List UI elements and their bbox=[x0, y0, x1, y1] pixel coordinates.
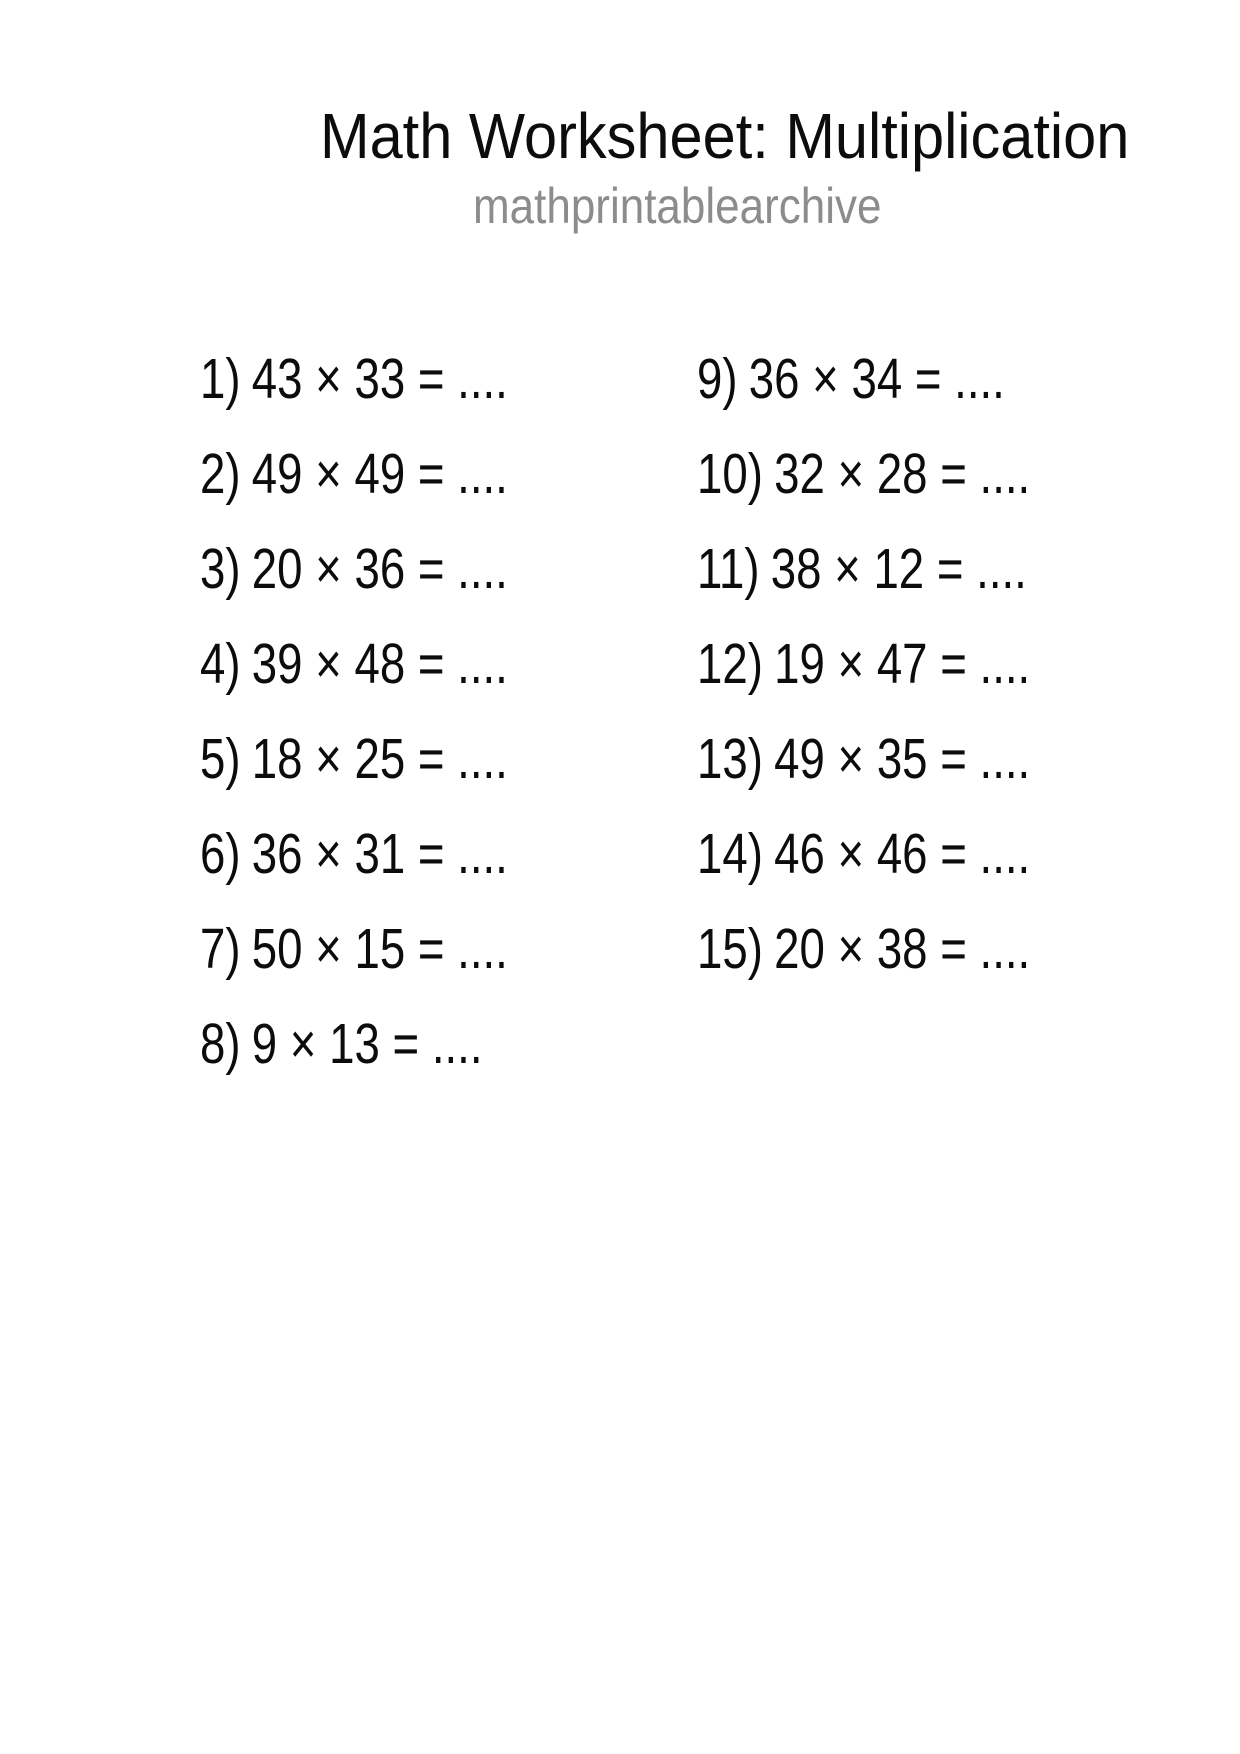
factor-a: 50 bbox=[251, 917, 303, 981]
answer-blank: .... bbox=[457, 347, 508, 411]
factor-a: 49 bbox=[774, 727, 825, 791]
problem-number: 15) bbox=[697, 917, 763, 981]
answer-blank: .... bbox=[457, 537, 508, 601]
answer-blank: .... bbox=[979, 727, 1031, 791]
answer-blank: .... bbox=[979, 442, 1031, 506]
equals-sign: = bbox=[417, 822, 445, 886]
equals-sign: = bbox=[392, 1012, 420, 1076]
factor-a: 18 bbox=[251, 727, 303, 791]
answer-blank: .... bbox=[457, 917, 508, 981]
problem-row-8 bbox=[200, 997, 508, 1092]
factor-a: 49 bbox=[251, 442, 303, 506]
factor-b: 35 bbox=[876, 727, 928, 791]
problem-number: 13) bbox=[697, 727, 763, 791]
equals-sign: = bbox=[417, 917, 445, 981]
problem-number: 12) bbox=[697, 632, 763, 696]
multiplication-sign: × bbox=[837, 822, 865, 886]
factor-b: 46 bbox=[876, 822, 928, 886]
multiplication-sign: × bbox=[315, 442, 342, 506]
factor-b: 33 bbox=[354, 347, 406, 411]
problem-row-14 bbox=[697, 807, 1030, 902]
factor-a: 36 bbox=[251, 822, 303, 886]
problem-row-1 bbox=[200, 332, 508, 427]
factor-b: 34 bbox=[851, 347, 903, 411]
equals-sign: = bbox=[417, 442, 445, 506]
factor-a: 32 bbox=[774, 442, 825, 506]
factor-b: 28 bbox=[876, 442, 928, 506]
problem-number: 4) bbox=[200, 632, 241, 696]
factor-a: 43 bbox=[251, 347, 303, 411]
multiplication-sign: × bbox=[315, 347, 342, 411]
factor-b: 13 bbox=[329, 1012, 380, 1076]
factor-a: 19 bbox=[774, 632, 825, 696]
problem-number: 3) bbox=[200, 537, 241, 601]
problem-row-3 bbox=[200, 522, 508, 617]
multiplication-sign: × bbox=[315, 632, 342, 696]
problem-number: 14) bbox=[697, 822, 763, 886]
answer-blank: .... bbox=[457, 822, 508, 886]
equals-sign: = bbox=[940, 442, 967, 506]
factor-b: 12 bbox=[873, 537, 925, 601]
problem-row-15 bbox=[697, 902, 1030, 997]
problem-number: 10) bbox=[697, 442, 763, 506]
problem-number: 8) bbox=[200, 1012, 241, 1076]
problem-row-2 bbox=[200, 427, 508, 522]
multiplication-sign: × bbox=[834, 537, 861, 601]
factor-b: 49 bbox=[354, 442, 406, 506]
problems-column-left bbox=[200, 332, 585, 1092]
factor-a: 39 bbox=[251, 632, 303, 696]
answer-blank: .... bbox=[457, 727, 508, 791]
problem-number: 2) bbox=[200, 442, 241, 506]
multiplication-sign: × bbox=[315, 537, 342, 601]
equals-sign: = bbox=[940, 917, 967, 981]
factor-a: 36 bbox=[748, 347, 800, 411]
equals-sign: = bbox=[940, 727, 967, 791]
answer-blank: .... bbox=[976, 537, 1027, 601]
factor-a: 20 bbox=[774, 917, 825, 981]
multiplication-sign: × bbox=[837, 632, 865, 696]
multiplication-sign: × bbox=[837, 917, 865, 981]
answer-blank: .... bbox=[954, 347, 1005, 411]
problem-number: 11) bbox=[697, 537, 760, 601]
problem-row-9 bbox=[697, 332, 1030, 427]
problem-number: 9) bbox=[697, 347, 738, 411]
answer-blank: .... bbox=[979, 822, 1031, 886]
factor-b: 48 bbox=[354, 632, 406, 696]
multiplication-sign: × bbox=[837, 727, 865, 791]
multiplication-sign: × bbox=[289, 1012, 317, 1076]
answer-blank: .... bbox=[431, 1012, 483, 1076]
answer-blank: .... bbox=[979, 632, 1031, 696]
factor-b: 15 bbox=[354, 917, 406, 981]
problem-row-13 bbox=[697, 712, 1030, 807]
answer-blank: .... bbox=[457, 632, 508, 696]
equals-sign: = bbox=[936, 537, 964, 601]
equals-sign: = bbox=[417, 727, 445, 791]
multiplication-sign: × bbox=[315, 917, 342, 981]
equals-sign: = bbox=[940, 632, 967, 696]
multiplication-sign: × bbox=[837, 442, 865, 506]
worksheet-subtitle: mathprintablearchive bbox=[473, 178, 882, 234]
factor-b: 31 bbox=[354, 822, 406, 886]
multiplication-sign: × bbox=[315, 822, 342, 886]
equals-sign: = bbox=[940, 822, 967, 886]
problem-row-12 bbox=[697, 617, 1030, 712]
equals-sign: = bbox=[417, 632, 445, 696]
problem-number: 1) bbox=[200, 347, 241, 411]
problem-row-6 bbox=[200, 807, 508, 902]
multiplication-sign: × bbox=[812, 347, 839, 411]
problems-column-right bbox=[697, 332, 1114, 997]
problem-number: 6) bbox=[200, 822, 241, 886]
factor-b: 38 bbox=[876, 917, 928, 981]
problem-row-7 bbox=[200, 902, 508, 997]
factor-b: 47 bbox=[876, 632, 928, 696]
problem-row-5 bbox=[200, 712, 508, 807]
answer-blank: .... bbox=[457, 442, 508, 506]
problem-row-10 bbox=[697, 427, 1030, 522]
factor-b: 25 bbox=[354, 727, 406, 791]
problem-row-11 bbox=[697, 522, 1030, 617]
multiplication-sign: × bbox=[315, 727, 342, 791]
equals-sign: = bbox=[914, 347, 942, 411]
worksheet-title: Math Worksheet: Multiplication bbox=[320, 100, 1130, 172]
factor-a: 9 bbox=[251, 1012, 278, 1076]
problem-number: 7) bbox=[200, 917, 241, 981]
factor-b: 36 bbox=[354, 537, 406, 601]
factor-a: 46 bbox=[774, 822, 825, 886]
equals-sign: = bbox=[417, 537, 445, 601]
factor-a: 38 bbox=[770, 537, 822, 601]
problem-number: 5) bbox=[200, 727, 241, 791]
answer-blank: .... bbox=[979, 917, 1031, 981]
equals-sign: = bbox=[417, 347, 445, 411]
factor-a: 20 bbox=[251, 537, 303, 601]
problem-row-4 bbox=[200, 617, 508, 712]
